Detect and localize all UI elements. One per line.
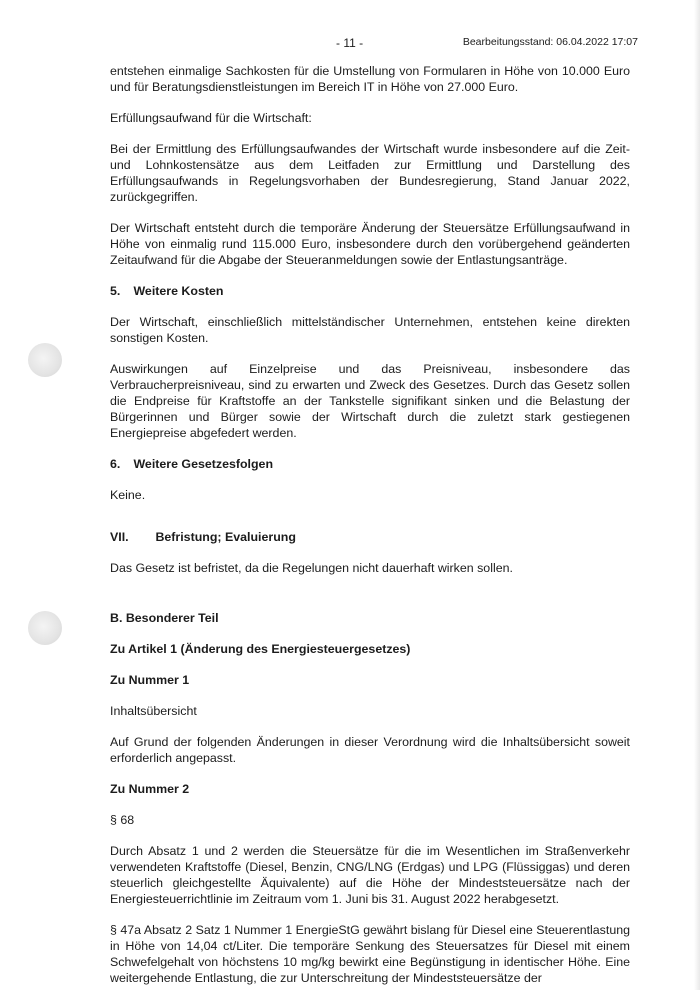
paragraph: § 47a Absatz 2 Satz 1 Nummer 1 EnergieStG gewährt bislang für Diesel eine Steuerentlastung in Höhe von 14,04 ct/Liter. Die temporäre Senkung des Steuersatzes für Diesel mit einem Schwefelgehalt von höchstens 10 mg/kg bewirkt eine Begünstigung in identischer Höhe. Eine weitergehende Entlastung, die zur Unterschreitung der Mindeststeuersätze der: [110, 923, 630, 985]
paragraph: entstehen einmalige Sachkosten für die Umstellung von Formularen in Höhe von 10.000 Euro und für Beratungsdienstleistungen im Bereich IT in Höhe von 27.000 Euro.: [110, 64, 630, 94]
document-body: [110, 63, 630, 1001]
section-heading-5: [110, 283, 630, 299]
paragraph: Keine.: [110, 488, 146, 502]
paragraph: Bei der Ermittlung des Erfüllungsaufwandes der Wirtschaft wurde insbesondere auf die Zeit- und Lohnkostensätze aus dem Leitfaden zur Ermittlung und Darstellung des Erfüllungsaufwands in Regelungsvorhaben der Bundesregierung, Stand Januar 2022, zurückgegriffen.: [110, 142, 630, 204]
section-heading-6: [110, 456, 630, 472]
section-title: Weitere Gesetzesfolgen: [133, 457, 274, 471]
part-heading-b: B. Besonderer Teil: [110, 611, 219, 625]
paragraph: Erfüllungsaufwand für die Wirtschaft:: [110, 111, 312, 125]
number-heading-1: Zu Nummer 1: [110, 673, 190, 687]
article-heading: Zu Artikel 1 (Änderung des Energiesteuergesetzes): [110, 642, 411, 656]
paragraph: § 68: [110, 813, 135, 827]
paragraph: Inhaltsübersicht: [110, 704, 197, 718]
paragraph: Das Gesetz ist befristet, da die Regelungen nicht dauerhaft wirken sollen.: [110, 561, 513, 575]
page-edge-shadow: [694, 0, 700, 990]
punch-hole-lower: [28, 611, 62, 645]
paragraph: Durch Absatz 1 und 2 werden die Steuersätze für die im Wesentlichen im Straßenverkehr verwendeten Kraftstoffe (Diesel, Benzin, CNG/LNG (Erdgas) und LPG (Flüssiggas) und deren steuerlich gleichgestellte Äquivalente) auf die Höhe der Mindeststeuersätze nach der Energiesteuerrichtlinie im Zeitraum vom 1. Juni bis 31. August 2022 herabgesetzt.: [110, 844, 630, 906]
section-number: 5.: [110, 284, 121, 298]
section-heading-vii: [110, 529, 630, 545]
section-title: Befristung; Evaluierung: [155, 530, 296, 544]
paragraph: Der Wirtschaft, einschließlich mittelständischer Unternehmen, entstehen keine direkten sonstigen Kosten.: [110, 315, 630, 345]
paragraph: Auf Grund der folgenden Änderungen in dieser Verordnung wird die Inhaltsübersicht soweit erforderlich angepasst.: [110, 735, 630, 765]
paragraph: Der Wirtschaft entsteht durch die temporäre Änderung der Steuersätze Erfüllungsaufwand in Höhe von einmalig rund 115.000 Euro, insbesondere durch den vorübergehend geänderten Zeitaufwand für die Abgabe der Steueranmeldungen sowie der Entlastungsanträge.: [110, 221, 630, 267]
page-header: [110, 36, 638, 52]
number-heading-2: Zu Nummer 2: [110, 782, 190, 796]
punch-hole-upper: [28, 343, 62, 377]
paragraph: Auswirkungen auf Einzelpreise und das Preisniveau, insbesondere das Verbraucherpreisniveau, sind zu erwarten und Zweck des Gesetzes. Durch das Gesetz sollen die Endpreise für Kraftstoffe an der Tankstelle signifikant sinken und die Belastung der Bürgerinnen und Bürger sowie der Wirtschaft durch die zuletzt stark gestiegenen Energiepreise abgefedert werden.: [110, 362, 630, 440]
section-number: 6.: [110, 457, 121, 471]
section-number: VII.: [110, 530, 129, 544]
page-number: - 11 -: [336, 36, 364, 50]
revision-status: Bearbeitungsstand: 06.04.2022 17:07: [462, 36, 638, 48]
section-title: Weitere Kosten: [133, 284, 224, 298]
